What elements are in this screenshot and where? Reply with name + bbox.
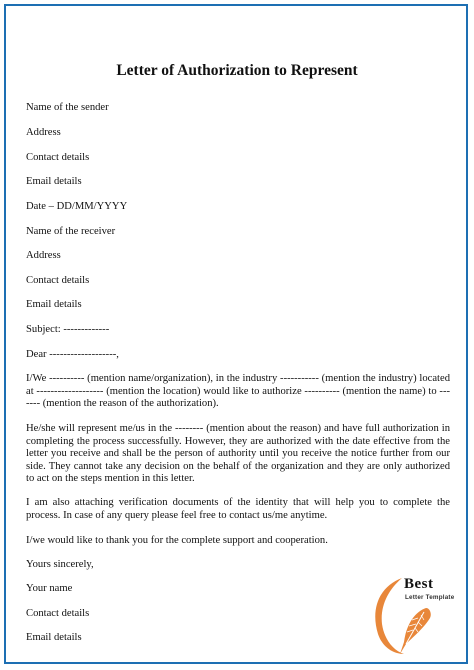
closing: Yours sincerely, bbox=[26, 559, 94, 570]
receiver-name: Name of the receiver bbox=[26, 226, 116, 237]
receiver-contact: Contact details bbox=[26, 275, 90, 286]
signature-email: Email details bbox=[26, 632, 82, 643]
body-paragraph-3: I am also attaching verification documents of the identity that will help you to complete the process. In case of any query please feel free to contact us/me anytime. bbox=[26, 497, 450, 521]
signature-name: Your name bbox=[26, 583, 73, 594]
receiver-email: Email details bbox=[26, 299, 82, 310]
body-paragraph-4: I/we would like to thank you for the complete support and cooperation. bbox=[26, 535, 328, 546]
document-title: Letter of Authorization to Represent bbox=[116, 62, 358, 79]
logo-title: Best bbox=[404, 576, 434, 592]
sender-name: Name of the sender bbox=[26, 102, 109, 113]
body-paragraph-2: He/she will represent me/us in the -------- (mention about the reason) and have full authorization in completing the process successfully. However, they are authorized with the date effective from the letter you receive and shall be the person of authority until you receive the notice further from our side. They cannot take any decision on the behalf of the organization and they are only authorized to act on the steps mention in this letter. bbox=[26, 423, 450, 485]
sender-address: Address bbox=[26, 127, 61, 138]
receiver-address: Address bbox=[26, 250, 61, 261]
body-paragraph-1: I/We ---------- (mention name/organization), in the industry ----------- (mention the industry) located at ------------------- (mention the location) would like to authorize ---------- (mention the name) to ------- (mention the reason of the authorization). bbox=[26, 373, 450, 410]
brand-logo bbox=[366, 568, 462, 658]
sender-email: Email details bbox=[26, 176, 82, 187]
sender-contact: Contact details bbox=[26, 152, 90, 163]
salutation: Dear -------------------, bbox=[26, 349, 119, 360]
letter-date: Date – DD/MM/YYYY bbox=[26, 201, 128, 212]
subject-line: Subject: ------------- bbox=[26, 324, 110, 335]
logo-subtitle: Letter Template bbox=[405, 594, 455, 601]
signature-contact: Contact details bbox=[26, 608, 90, 619]
